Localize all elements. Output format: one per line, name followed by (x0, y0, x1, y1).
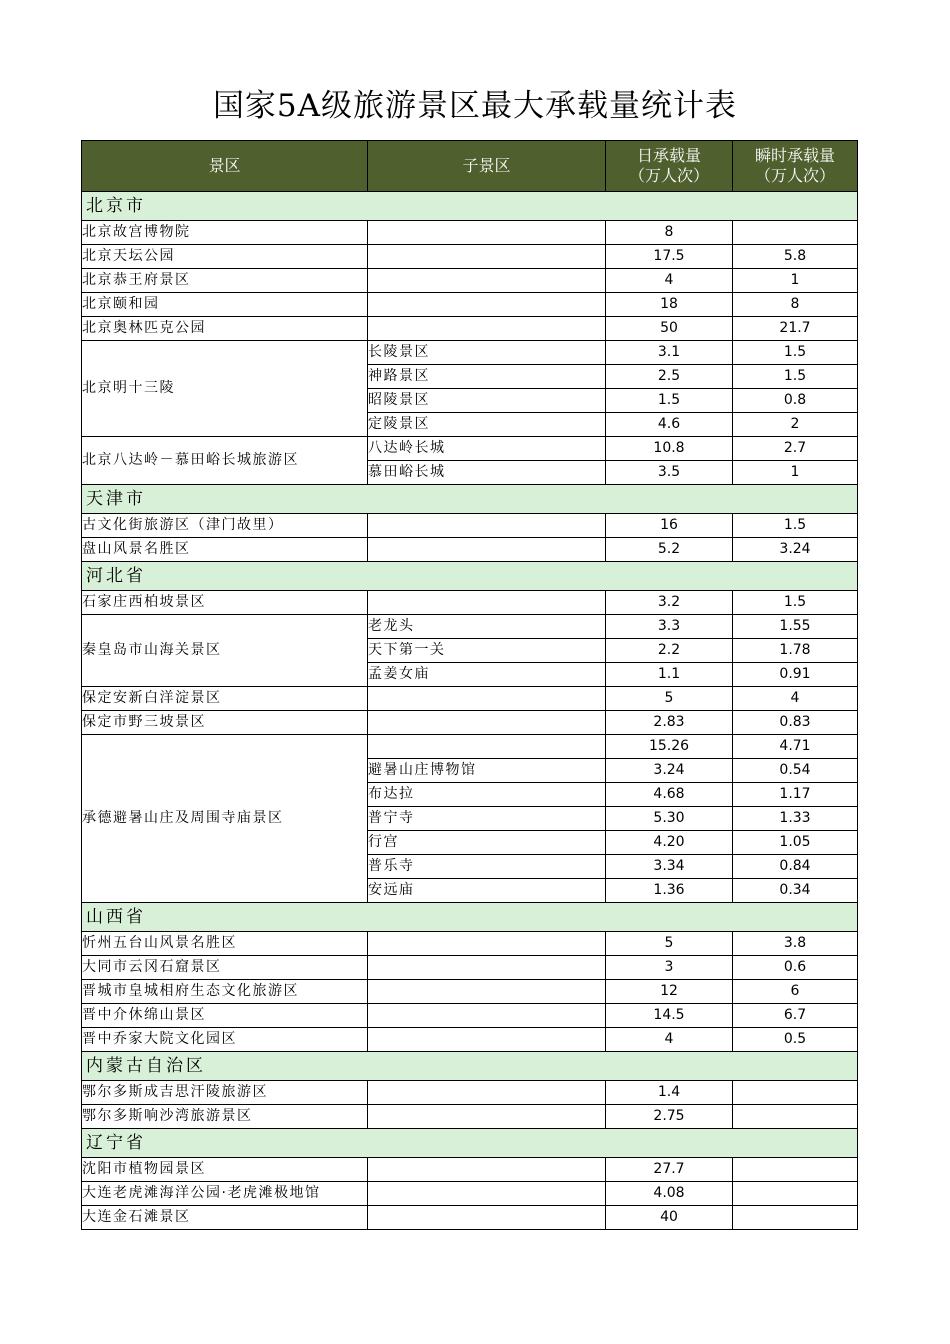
daily-capacity-value: 5.2 (606, 538, 733, 562)
table-row (82, 1081, 858, 1105)
instant-capacity-value (733, 1105, 858, 1129)
table-row (82, 591, 858, 615)
daily-capacity-value: 4.20 (606, 831, 733, 855)
scenic-area-name: 大连金石滩景区 (82, 1206, 368, 1230)
scenic-area-name: 忻州五台山风景名胜区 (82, 932, 368, 956)
sub-area-name (368, 1028, 606, 1052)
sub-area-name: 普宁寺 (368, 807, 606, 831)
instant-capacity-value (733, 1158, 858, 1182)
table-row (82, 317, 858, 341)
table-row (82, 711, 858, 735)
instant-capacity-value: 4 (733, 687, 858, 711)
instant-capacity-value: 1.5 (733, 365, 858, 389)
sub-area-name (368, 1081, 606, 1105)
scenic-area-name: 古文化街旅游区（津门故里） (82, 514, 368, 538)
table-row (82, 221, 858, 245)
scenic-area-name: 鄂尔多斯成吉思汗陵旅游区 (82, 1081, 368, 1105)
daily-capacity-value: 3 (606, 956, 733, 980)
sub-area-name (368, 245, 606, 269)
sub-area-name: 孟姜女庙 (368, 663, 606, 687)
table-row (82, 538, 858, 562)
daily-capacity-value: 10.8 (606, 437, 733, 461)
sub-area-name: 普乐寺 (368, 855, 606, 879)
instant-capacity-value: 3.8 (733, 932, 858, 956)
scenic-area-name: 承德避暑山庄及周围寺庙景区 (82, 735, 368, 903)
daily-capacity-value: 3.34 (606, 855, 733, 879)
sub-area-name (368, 687, 606, 711)
sub-area-name: 避暑山庄博物馆 (368, 759, 606, 783)
region-header-row (82, 192, 858, 221)
table-row (82, 932, 858, 956)
region-header-row (82, 903, 858, 932)
sub-area-name: 神路景区 (368, 365, 606, 389)
sub-area-name (368, 932, 606, 956)
scenic-area-name: 晋中介休绵山景区 (82, 1004, 368, 1028)
daily-capacity-value: 3.24 (606, 759, 733, 783)
table-row (82, 687, 858, 711)
capacity-table (81, 140, 858, 1230)
region-name: 北京市 (82, 192, 858, 221)
daily-capacity-value: 18 (606, 293, 733, 317)
sub-area-name: 八达岭长城 (368, 437, 606, 461)
instant-capacity-value: 0.91 (733, 663, 858, 687)
daily-capacity-value: 1.36 (606, 879, 733, 903)
scenic-area-name: 晋城市皇城相府生态文化旅游区 (82, 980, 368, 1004)
table-row (82, 735, 858, 759)
scenic-area-name: 保定市野三坡景区 (82, 711, 368, 735)
region-header-row (82, 485, 858, 514)
daily-capacity-value: 5.30 (606, 807, 733, 831)
daily-capacity-value: 3.2 (606, 591, 733, 615)
sub-area-name: 行宫 (368, 831, 606, 855)
instant-capacity-value: 0.83 (733, 711, 858, 735)
daily-capacity-value: 3.1 (606, 341, 733, 365)
scenic-area-name: 秦皇岛市山海关景区 (82, 615, 368, 687)
sub-area-name (368, 591, 606, 615)
scenic-area-name: 沈阳市植物园景区 (82, 1158, 368, 1182)
sub-area-name (368, 1004, 606, 1028)
table-row (82, 1028, 858, 1052)
table-header-row (82, 141, 858, 192)
daily-capacity-value: 3.5 (606, 461, 733, 485)
instant-capacity-value: 3.24 (733, 538, 858, 562)
daily-capacity-value: 27.7 (606, 1158, 733, 1182)
daily-capacity-value: 12 (606, 980, 733, 1004)
table-row (82, 341, 858, 365)
sub-area-name (368, 980, 606, 1004)
daily-capacity-value: 4 (606, 1028, 733, 1052)
daily-capacity-value: 3.3 (606, 615, 733, 639)
instant-capacity-value: 1.5 (733, 514, 858, 538)
sub-area-name: 慕田峪长城 (368, 461, 606, 485)
header-instant-capacity (733, 141, 858, 192)
daily-capacity-value: 1.4 (606, 1081, 733, 1105)
header-daily-line2: （万人次） (628, 166, 709, 185)
header-daily-line1: 日承载量 (636, 146, 701, 165)
sub-area-name: 长陵景区 (368, 341, 606, 365)
scenic-area-name: 北京颐和园 (82, 293, 368, 317)
instant-capacity-value (733, 1182, 858, 1206)
instant-capacity-value: 1.5 (733, 341, 858, 365)
header-daily-capacity (606, 141, 733, 192)
header-instant-line2: （万人次） (754, 166, 835, 185)
header-instant-line1: 瞬时承载量 (754, 146, 835, 165)
region-name: 山西省 (82, 903, 858, 932)
scenic-area-name: 鄂尔多斯响沙湾旅游景区 (82, 1105, 368, 1129)
daily-capacity-value: 14.5 (606, 1004, 733, 1028)
daily-capacity-value: 4.68 (606, 783, 733, 807)
scenic-area-name: 北京八达岭－慕田峪长城旅游区 (82, 437, 368, 485)
daily-capacity-value: 2.2 (606, 639, 733, 663)
scenic-area-name: 大同市云冈石窟景区 (82, 956, 368, 980)
sub-area-name (368, 514, 606, 538)
daily-capacity-value: 40 (606, 1206, 733, 1230)
instant-capacity-value: 1.33 (733, 807, 858, 831)
instant-capacity-value (733, 1206, 858, 1230)
instant-capacity-value: 0.34 (733, 879, 858, 903)
sub-area-name: 安远庙 (368, 879, 606, 903)
region-header-row (82, 562, 858, 591)
table-row (82, 980, 858, 1004)
table-row (82, 293, 858, 317)
table-row (82, 245, 858, 269)
instant-capacity-value: 2.7 (733, 437, 858, 461)
daily-capacity-value: 2.75 (606, 1105, 733, 1129)
header-sub-area: 子景区 (368, 141, 606, 192)
region-name: 内蒙古自治区 (82, 1052, 858, 1081)
instant-capacity-value: 1.78 (733, 639, 858, 663)
instant-capacity-value: 0.84 (733, 855, 858, 879)
daily-capacity-value: 5 (606, 687, 733, 711)
table-row (82, 1206, 858, 1230)
sub-area-name (368, 1158, 606, 1182)
instant-capacity-value: 8 (733, 293, 858, 317)
daily-capacity-value: 50 (606, 317, 733, 341)
page-title: 国家5A级旅游景区最大承载量统计表 (212, 88, 738, 124)
sub-area-name (368, 317, 606, 341)
sub-area-name (368, 956, 606, 980)
daily-capacity-value: 2.5 (606, 365, 733, 389)
table-row (82, 1105, 858, 1129)
instant-capacity-value: 1 (733, 269, 858, 293)
table-row (82, 437, 858, 461)
sub-area-name (368, 735, 606, 759)
instant-capacity-value: 1.5 (733, 591, 858, 615)
scenic-area-name: 大连老虎滩海洋公园·老虎滩极地馆 (82, 1182, 368, 1206)
scenic-area-name: 石家庄西柏坡景区 (82, 591, 368, 615)
sub-area-name: 布达拉 (368, 783, 606, 807)
instant-capacity-value: 21.7 (733, 317, 858, 341)
sub-area-name: 天下第一关 (368, 639, 606, 663)
instant-capacity-value: 1.05 (733, 831, 858, 855)
sub-area-name (368, 1105, 606, 1129)
table-row (82, 1004, 858, 1028)
daily-capacity-value: 4.6 (606, 413, 733, 437)
instant-capacity-value: 6.7 (733, 1004, 858, 1028)
daily-capacity-value: 2.83 (606, 711, 733, 735)
sub-area-name (368, 1182, 606, 1206)
scenic-area-name: 北京恭王府景区 (82, 269, 368, 293)
instant-capacity-value: 5.8 (733, 245, 858, 269)
table-row (82, 1182, 858, 1206)
sub-area-name: 定陵景区 (368, 413, 606, 437)
instant-capacity-value: 6 (733, 980, 858, 1004)
sub-area-name: 昭陵景区 (368, 389, 606, 413)
table-row (82, 269, 858, 293)
sub-area-name (368, 711, 606, 735)
table-row (82, 956, 858, 980)
instant-capacity-value: 1.17 (733, 783, 858, 807)
sub-area-name (368, 538, 606, 562)
instant-capacity-value (733, 221, 858, 245)
daily-capacity-value: 17.5 (606, 245, 733, 269)
daily-capacity-value: 5 (606, 932, 733, 956)
region-name: 天津市 (82, 485, 858, 514)
daily-capacity-value: 15.26 (606, 735, 733, 759)
daily-capacity-value: 8 (606, 221, 733, 245)
sub-area-name (368, 221, 606, 245)
table-body (82, 192, 858, 1230)
scenic-area-name: 保定安新白洋淀景区 (82, 687, 368, 711)
scenic-area-name: 盘山风景名胜区 (82, 538, 368, 562)
table-row (82, 1158, 858, 1182)
instant-capacity-value: 0.5 (733, 1028, 858, 1052)
daily-capacity-value: 1.5 (606, 389, 733, 413)
table-row (82, 514, 858, 538)
daily-capacity-value: 4 (606, 269, 733, 293)
daily-capacity-value: 16 (606, 514, 733, 538)
instant-capacity-value: 0.6 (733, 956, 858, 980)
header-area: 景区 (82, 141, 368, 192)
instant-capacity-value: 0.54 (733, 759, 858, 783)
region-name: 辽宁省 (82, 1129, 858, 1158)
sub-area-name (368, 293, 606, 317)
sub-area-name: 老龙头 (368, 615, 606, 639)
instant-capacity-value: 2 (733, 413, 858, 437)
region-name: 河北省 (82, 562, 858, 591)
daily-capacity-value: 1.1 (606, 663, 733, 687)
table-row (82, 615, 858, 639)
sub-area-name (368, 1206, 606, 1230)
instant-capacity-value: 1 (733, 461, 858, 485)
sub-area-name (368, 269, 606, 293)
scenic-area-name: 北京故宫博物院 (82, 221, 368, 245)
region-header-row (82, 1129, 858, 1158)
region-header-row (82, 1052, 858, 1081)
instant-capacity-value: 0.8 (733, 389, 858, 413)
daily-capacity-value: 4.08 (606, 1182, 733, 1206)
instant-capacity-value (733, 1081, 858, 1105)
scenic-area-name: 北京明十三陵 (82, 341, 368, 437)
scenic-area-name: 晋中乔家大院文化园区 (82, 1028, 368, 1052)
scenic-area-name: 北京奥林匹克公园 (82, 317, 368, 341)
instant-capacity-value: 1.55 (733, 615, 858, 639)
instant-capacity-value: 4.71 (733, 735, 858, 759)
scenic-area-name: 北京天坛公园 (82, 245, 368, 269)
